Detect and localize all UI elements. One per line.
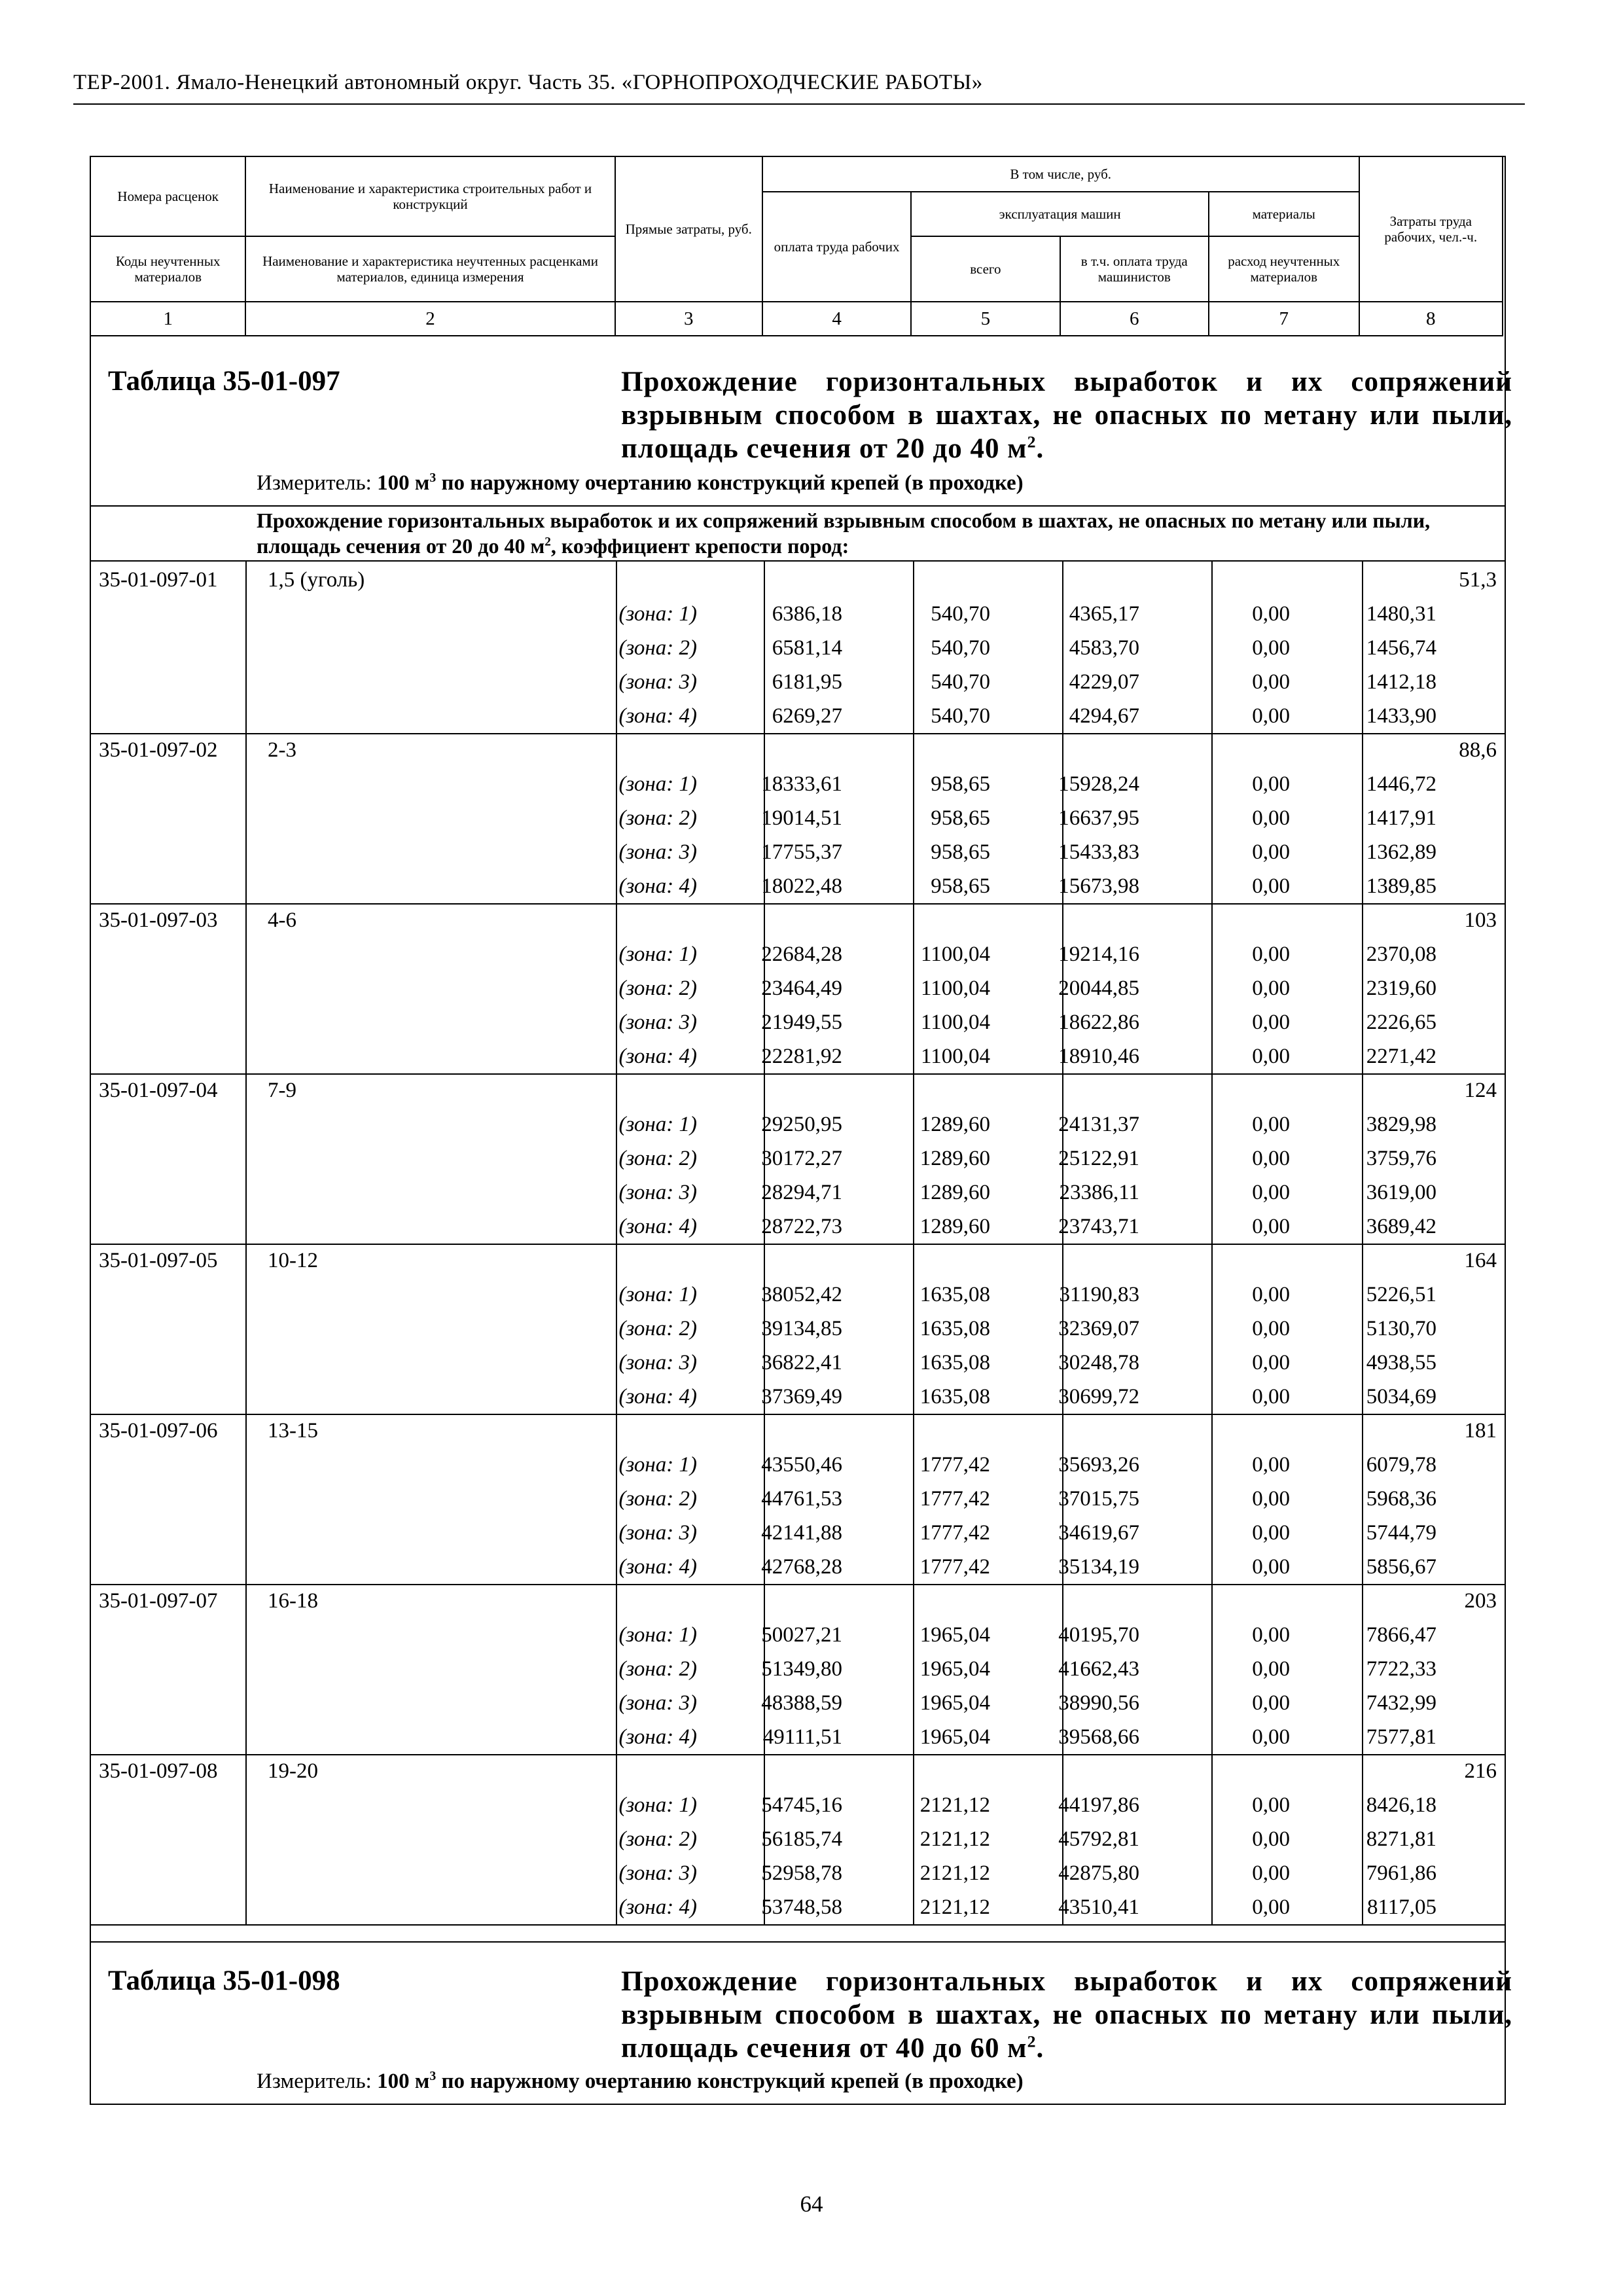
zone-label: (зона: 1) xyxy=(618,1283,697,1306)
machines-total: 43510,41 xyxy=(1058,1895,1139,1919)
direct-costs: 22281,92 xyxy=(761,1045,842,1068)
table-row xyxy=(91,767,1505,801)
machinists-pay: 0,00 xyxy=(1252,704,1290,728)
table-row xyxy=(91,1210,1505,1244)
direct-costs: 28722,73 xyxy=(761,1215,842,1238)
materials: 4938,55 xyxy=(1366,1351,1436,1374)
direct-costs: 49111,51 xyxy=(762,1725,842,1749)
machines-total: 16637,95 xyxy=(1058,806,1139,830)
labor-pay: 1777,42 xyxy=(919,1521,990,1545)
rock-hardness: 2-3 xyxy=(268,738,296,762)
materials: 1412,18 xyxy=(1366,670,1436,694)
col-unaccounted-materials: расход неучтенных материалов xyxy=(1209,236,1359,302)
direct-costs: 38052,42 xyxy=(761,1283,842,1306)
direct-costs: 50027,21 xyxy=(761,1623,842,1647)
labor-pay: 1965,04 xyxy=(919,1725,990,1749)
direct-costs: 22684,28 xyxy=(761,942,842,966)
labor-pay: 1289,60 xyxy=(919,1181,990,1204)
materials: 1446,72 xyxy=(1366,772,1436,796)
direct-costs: 56185,74 xyxy=(761,1827,842,1851)
col-num-7: 7 xyxy=(1209,302,1359,336)
direct-costs: 6181,95 xyxy=(772,670,842,694)
rate-group-header xyxy=(91,1414,1505,1448)
direct-costs: 51349,80 xyxy=(761,1657,842,1681)
machines-total: 42875,80 xyxy=(1058,1861,1139,1885)
zone-label: (зона: 3) xyxy=(618,840,697,864)
table-row xyxy=(91,1516,1505,1550)
labor-pay: 1635,08 xyxy=(919,1351,990,1374)
labor-cost: 88,6 xyxy=(1459,738,1497,762)
materials: 7432,99 xyxy=(1366,1691,1436,1715)
machinists-pay: 0,00 xyxy=(1252,1011,1290,1034)
machinists-pay: 0,00 xyxy=(1252,806,1290,830)
zone-label: (зона: 2) xyxy=(618,1487,697,1511)
labor-pay: 1100,04 xyxy=(920,942,990,966)
column-header-table xyxy=(90,156,1503,336)
page-number: 64 xyxy=(800,2191,823,2217)
machines-total: 30699,72 xyxy=(1058,1385,1139,1408)
materials: 5034,69 xyxy=(1366,1385,1436,1408)
rock-hardness: 19-20 xyxy=(268,1759,318,1783)
machinists-pay: 0,00 xyxy=(1252,1487,1290,1511)
labor-pay: 958,65 xyxy=(931,840,990,864)
group-divider xyxy=(91,1924,1505,1926)
labor-pay: 540,70 xyxy=(931,636,990,660)
direct-costs: 17755,37 xyxy=(761,840,842,864)
machines-total: 24131,37 xyxy=(1058,1113,1139,1136)
zone-label: (зона: 2) xyxy=(618,1827,697,1851)
machinists-pay: 0,00 xyxy=(1252,1385,1290,1408)
col-num-5: 5 xyxy=(911,302,1060,336)
zone-label: (зона: 2) xyxy=(618,977,697,1000)
labor-pay: 958,65 xyxy=(931,772,990,796)
materials: 3619,00 xyxy=(1366,1181,1436,1204)
zone-label: (зона: 3) xyxy=(618,1181,697,1204)
direct-costs: 6386,18 xyxy=(772,602,842,626)
zone-label: (зона: 1) xyxy=(618,1623,697,1647)
column-divider xyxy=(616,560,617,1924)
zone-label: (зона: 2) xyxy=(618,1657,697,1681)
rate-code: 35-01-097-02 xyxy=(99,738,218,762)
rock-hardness: 10-12 xyxy=(268,1249,318,1272)
col-machines-total: всего xyxy=(911,236,1060,302)
zone-label: (зона: 4) xyxy=(618,1895,697,1919)
direct-costs: 23464,49 xyxy=(761,977,842,1000)
materials: 2319,60 xyxy=(1366,977,1436,1000)
materials: 3829,98 xyxy=(1366,1113,1436,1136)
col-num-2: 2 xyxy=(245,302,615,336)
zone-label: (зона: 3) xyxy=(618,1861,697,1885)
zone-label: (зона: 4) xyxy=(618,1725,697,1749)
machinists-pay: 0,00 xyxy=(1252,1521,1290,1545)
machinists-pay: 0,00 xyxy=(1252,1181,1290,1204)
table-row xyxy=(91,1175,1505,1210)
labor-pay: 1635,08 xyxy=(919,1385,990,1408)
table-row xyxy=(91,801,1505,835)
materials: 8426,18 xyxy=(1366,1793,1436,1817)
table-2-title: Прохождение горизонтальных выработок и их сопряжений взрывным способом в шахтах, не опасных по метану или пыли, площадь сечения от 40 до 60 $м^2$. xyxy=(621,1966,1512,2064)
direct-costs: 53748,58 xyxy=(761,1895,842,1919)
table-row xyxy=(91,1448,1505,1482)
materials: 5856,67 xyxy=(1366,1555,1436,1579)
materials: 1389,85 xyxy=(1366,874,1436,898)
table-1-id: Таблица 35-01-097 xyxy=(108,366,340,397)
materials: 2226,65 xyxy=(1366,1011,1436,1034)
machines-total: 19214,16 xyxy=(1058,942,1139,966)
zone-label: (зона: 4) xyxy=(618,704,697,728)
machinists-pay: 0,00 xyxy=(1252,1113,1290,1136)
machinists-pay: 0,00 xyxy=(1252,1827,1290,1851)
machinists-pay: 0,00 xyxy=(1252,942,1290,966)
column-divider xyxy=(245,560,247,1924)
labor-pay: 1289,60 xyxy=(919,1113,990,1136)
machinists-pay: 0,00 xyxy=(1252,636,1290,660)
materials: 2271,42 xyxy=(1366,1045,1436,1068)
table-row xyxy=(91,1788,1505,1822)
divider xyxy=(91,1941,1505,1943)
machinists-pay: 0,00 xyxy=(1252,1351,1290,1374)
labor-pay: 1100,04 xyxy=(920,977,990,1000)
table-row xyxy=(91,937,1505,971)
direct-costs: 29250,95 xyxy=(761,1113,842,1136)
zone-label: (зона: 2) xyxy=(618,1317,697,1340)
machines-total: 4365,17 xyxy=(1069,602,1139,626)
machinists-pay: 0,00 xyxy=(1252,1555,1290,1579)
machines-total: 37015,75 xyxy=(1058,1487,1139,1511)
labor-cost: 203 xyxy=(1464,1589,1497,1613)
materials: 7577,81 xyxy=(1366,1725,1436,1749)
running-header: ТЕР-2001. Ямало-Ненецкий автономный округ. Часть 35. «ГОРНОПРОХОДЧЕСКИЕ РАБОТЫ» xyxy=(73,69,1525,105)
col-rate-numbers: Номера расценок xyxy=(90,156,245,236)
machinists-pay: 0,00 xyxy=(1252,1045,1290,1068)
zone-label: (зона: 1) xyxy=(618,1113,697,1136)
table-row xyxy=(91,1039,1505,1073)
materials: 7961,86 xyxy=(1366,1861,1436,1885)
labor-pay: 1289,60 xyxy=(919,1147,990,1170)
machines-total: 23386,11 xyxy=(1059,1181,1139,1204)
direct-costs: 54745,16 xyxy=(761,1793,842,1817)
materials: 1480,31 xyxy=(1366,602,1436,626)
machines-total: 4229,07 xyxy=(1069,670,1139,694)
direct-costs: 18333,61 xyxy=(761,772,842,796)
machines-total: 4583,70 xyxy=(1069,636,1139,660)
machines-total: 15433,83 xyxy=(1058,840,1139,864)
materials: 3689,42 xyxy=(1366,1215,1436,1238)
materials: 1456,74 xyxy=(1366,636,1436,660)
zone-label: (зона: 2) xyxy=(618,636,697,660)
zone-label: (зона: 3) xyxy=(618,670,697,694)
table-row xyxy=(91,597,1505,631)
col-including: В том числе, руб. xyxy=(762,156,1359,192)
machinists-pay: 0,00 xyxy=(1252,840,1290,864)
machinists-pay: 0,00 xyxy=(1252,1283,1290,1306)
table-row xyxy=(91,1550,1505,1584)
table-row xyxy=(91,631,1505,665)
table-row xyxy=(91,1890,1505,1924)
direct-costs: 37369,49 xyxy=(761,1385,842,1408)
table-row xyxy=(91,1652,1505,1686)
machinists-pay: 0,00 xyxy=(1252,1861,1290,1885)
direct-costs: 43550,46 xyxy=(761,1453,842,1477)
rate-group-header xyxy=(91,563,1505,597)
machines-total: 18622,86 xyxy=(1058,1011,1139,1034)
rate-group-header xyxy=(91,733,1505,767)
labor-cost: 103 xyxy=(1464,908,1497,932)
machinists-pay: 0,00 xyxy=(1252,1657,1290,1681)
zone-label: (зона: 3) xyxy=(618,1691,697,1715)
column-divider xyxy=(913,560,914,1924)
materials: 2370,08 xyxy=(1366,942,1436,966)
col-machines: эксплуатация машин xyxy=(911,192,1209,236)
machines-total: 4294,67 xyxy=(1069,704,1139,728)
direct-costs: 36822,41 xyxy=(761,1351,842,1374)
zone-label: (зона: 1) xyxy=(618,772,697,796)
rate-group-header xyxy=(91,1584,1505,1618)
col-material-names: Наименование и характеристика неучтенных расценками материалов, единица измерения xyxy=(245,236,615,302)
machines-total: 20044,85 xyxy=(1058,977,1139,1000)
materials: 7866,47 xyxy=(1366,1623,1436,1647)
labor-cost: 181 xyxy=(1464,1419,1497,1443)
column-divider xyxy=(1362,560,1363,1924)
machines-total: 15928,24 xyxy=(1058,772,1139,796)
labor-pay: 2121,12 xyxy=(919,1793,990,1817)
labor-pay: 540,70 xyxy=(931,670,990,694)
rock-hardness: 13-15 xyxy=(268,1419,318,1443)
machines-total: 30248,78 xyxy=(1058,1351,1139,1374)
labor-cost: 164 xyxy=(1464,1249,1497,1272)
table-1-measure: Измеритель: 100 $м^3$ по наружному очертанию конструкций крепей (в проходке) xyxy=(257,471,1024,495)
machines-total: 31190,83 xyxy=(1059,1283,1139,1306)
zone-label: (зона: 1) xyxy=(618,942,697,966)
labor-pay: 1777,42 xyxy=(919,1555,990,1579)
labor-pay: 1777,42 xyxy=(919,1453,990,1477)
rate-code: 35-01-097-08 xyxy=(99,1759,218,1783)
machines-total: 23743,71 xyxy=(1058,1215,1139,1238)
machines-total: 18910,46 xyxy=(1058,1045,1139,1068)
labor-pay: 2121,12 xyxy=(919,1827,990,1851)
zone-label: (зона: 4) xyxy=(618,874,697,898)
machines-total: 45792,81 xyxy=(1058,1827,1139,1851)
zone-label: (зона: 3) xyxy=(618,1351,697,1374)
machinists-pay: 0,00 xyxy=(1252,874,1290,898)
table-row xyxy=(91,1278,1505,1312)
col-labor-pay: оплата труда рабочих xyxy=(762,192,911,302)
machinists-pay: 0,00 xyxy=(1252,1793,1290,1817)
zone-label: (зона: 1) xyxy=(618,1793,697,1817)
rate-code: 35-01-097-04 xyxy=(99,1079,218,1102)
direct-costs: 6269,27 xyxy=(772,704,842,728)
direct-costs: 48388,59 xyxy=(761,1691,842,1715)
direct-costs: 42141,88 xyxy=(761,1521,842,1545)
machinists-pay: 0,00 xyxy=(1252,1895,1290,1919)
rate-code: 35-01-097-06 xyxy=(99,1419,218,1443)
rate-code: 35-01-097-07 xyxy=(99,1589,218,1613)
table-row xyxy=(91,1856,1505,1890)
materials: 8271,81 xyxy=(1366,1827,1436,1851)
col-machinists-pay: в т.ч. оплата труда машинистов xyxy=(1060,236,1209,302)
zone-label: (зона: 3) xyxy=(618,1011,697,1034)
materials: 3759,76 xyxy=(1366,1147,1436,1170)
table-row xyxy=(91,869,1505,903)
rock-hardness: 16-18 xyxy=(268,1589,318,1613)
direct-costs: 39134,85 xyxy=(761,1317,842,1340)
machines-total: 34619,67 xyxy=(1058,1521,1139,1545)
zone-label: (зона: 2) xyxy=(618,806,697,830)
labor-pay: 1965,04 xyxy=(919,1691,990,1715)
column-divider xyxy=(1062,560,1063,1924)
labor-pay: 1635,08 xyxy=(919,1317,990,1340)
divider xyxy=(91,505,1505,507)
col-material-codes: Коды неучтенных материалов xyxy=(90,236,245,302)
divider xyxy=(91,560,1505,562)
machinists-pay: 0,00 xyxy=(1252,1725,1290,1749)
labor-cost: 216 xyxy=(1464,1759,1497,1783)
labor-pay: 1289,60 xyxy=(919,1215,990,1238)
col-num-4: 4 xyxy=(762,302,911,336)
machines-total: 15673,98 xyxy=(1058,874,1139,898)
direct-costs: 19014,51 xyxy=(761,806,842,830)
zone-label: (зона: 2) xyxy=(618,1147,697,1170)
zone-label: (зона: 3) xyxy=(618,1521,697,1545)
zone-label: (зона: 1) xyxy=(618,1453,697,1477)
table-row xyxy=(91,1720,1505,1754)
table-row xyxy=(91,971,1505,1005)
materials: 8117,05 xyxy=(1366,1895,1436,1919)
direct-costs: 44761,53 xyxy=(761,1487,842,1511)
labor-pay: 958,65 xyxy=(931,806,990,830)
zone-label: (зона: 4) xyxy=(618,1555,697,1579)
labor-pay: 958,65 xyxy=(931,874,990,898)
col-labor-costs: Затраты труда рабочих, чел.-ч. xyxy=(1359,156,1503,302)
rate-group-header xyxy=(91,903,1505,937)
machines-total: 44197,86 xyxy=(1058,1793,1139,1817)
machines-total: 32369,07 xyxy=(1058,1317,1139,1340)
direct-costs: 6581,14 xyxy=(772,636,842,660)
materials: 1417,91 xyxy=(1366,806,1436,830)
materials: 1362,89 xyxy=(1366,840,1436,864)
col-num-6: 6 xyxy=(1060,302,1209,336)
machinists-pay: 0,00 xyxy=(1252,1691,1290,1715)
materials: 7722,33 xyxy=(1366,1657,1436,1681)
labor-pay: 1965,04 xyxy=(919,1623,990,1647)
table-row xyxy=(91,1380,1505,1414)
rock-hardness: 7-9 xyxy=(268,1079,296,1102)
table-1-title: Прохождение горизонтальных выработок и их сопряжений взрывным способом в шахтах, не опасных по метану или пыли, площадь сечения от 20 до 40 $м^2$. xyxy=(621,367,1512,464)
col-direct-costs: Прямые затраты, руб. xyxy=(615,156,762,302)
rate-group-header xyxy=(91,1073,1505,1107)
materials: 1433,90 xyxy=(1366,704,1436,728)
table-row xyxy=(91,1107,1505,1141)
table-row xyxy=(91,1618,1505,1652)
machines-total: 38990,56 xyxy=(1058,1691,1139,1715)
rates-table xyxy=(90,156,1512,2105)
machinists-pay: 0,00 xyxy=(1252,1215,1290,1238)
table-2-measure: Измеритель: 100 $м^3$ по наружному очертанию конструкций крепей (в проходке) xyxy=(257,2069,1024,2093)
machines-total: 35693,26 xyxy=(1058,1453,1139,1477)
table-row xyxy=(91,835,1505,869)
col-work-name: Наименование и характеристика строительных работ и конструкций xyxy=(245,156,615,236)
labor-pay: 540,70 xyxy=(931,704,990,728)
table-row xyxy=(91,1482,1505,1516)
machines-total: 39568,66 xyxy=(1058,1725,1139,1749)
rate-code: 35-01-097-05 xyxy=(99,1249,218,1272)
zone-label: (зона: 4) xyxy=(618,1215,697,1238)
labor-pay: 2121,12 xyxy=(919,1861,990,1885)
rate-code: 35-01-097-01 xyxy=(99,568,218,592)
machines-total: 35134,19 xyxy=(1058,1555,1139,1579)
machines-total: 41662,43 xyxy=(1058,1657,1139,1681)
machinists-pay: 0,00 xyxy=(1252,1453,1290,1477)
table-row xyxy=(91,1686,1505,1720)
zone-label: (зона: 4) xyxy=(618,1385,697,1408)
machinists-pay: 0,00 xyxy=(1252,1317,1290,1340)
labor-pay: 1100,04 xyxy=(920,1045,990,1068)
machinists-pay: 0,00 xyxy=(1252,602,1290,626)
materials: 6079,78 xyxy=(1366,1453,1436,1477)
labor-pay: 1635,08 xyxy=(919,1283,990,1306)
labor-cost: 51,3 xyxy=(1459,568,1497,592)
labor-pay: 1777,42 xyxy=(919,1487,990,1511)
col-num-3: 3 xyxy=(615,302,762,336)
rock-hardness: 1,5 (уголь) xyxy=(268,568,365,592)
machines-total: 25122,91 xyxy=(1058,1147,1139,1170)
direct-costs: 52958,78 xyxy=(761,1861,842,1885)
column-divider xyxy=(764,560,765,1924)
machinists-pay: 0,00 xyxy=(1252,670,1290,694)
table-2-id: Таблица 35-01-098 xyxy=(108,1965,340,1996)
table-row xyxy=(91,1346,1505,1380)
col-num-1: 1 xyxy=(90,302,245,336)
materials: 5968,36 xyxy=(1366,1487,1436,1511)
direct-costs: 42768,28 xyxy=(761,1555,842,1579)
labor-pay: 540,70 xyxy=(931,602,990,626)
direct-costs: 28294,71 xyxy=(761,1181,842,1204)
machinists-pay: 0,00 xyxy=(1252,772,1290,796)
labor-pay: 2121,12 xyxy=(919,1895,990,1919)
col-materials: материалы xyxy=(1209,192,1359,236)
materials: 5744,79 xyxy=(1366,1521,1436,1545)
materials: 5226,51 xyxy=(1366,1283,1436,1306)
table-row xyxy=(91,699,1505,733)
labor-pay: 1100,04 xyxy=(920,1011,990,1034)
column-divider xyxy=(1211,560,1213,1924)
rate-group-header xyxy=(91,1754,1505,1788)
table-row xyxy=(91,665,1505,699)
labor-pay: 1965,04 xyxy=(919,1657,990,1681)
rate-code: 35-01-097-03 xyxy=(99,908,218,932)
labor-cost: 124 xyxy=(1464,1079,1497,1102)
direct-costs: 18022,48 xyxy=(761,874,842,898)
zone-label: (зона: 4) xyxy=(618,1045,697,1068)
machines-total: 40195,70 xyxy=(1058,1623,1139,1647)
zone-label: (зона: 1) xyxy=(618,602,697,626)
machinists-pay: 0,00 xyxy=(1252,1623,1290,1647)
table-row xyxy=(91,1005,1505,1039)
table-row xyxy=(91,1141,1505,1175)
rate-group-header xyxy=(91,1244,1505,1278)
direct-costs: 21949,55 xyxy=(761,1011,842,1034)
machinists-pay: 0,00 xyxy=(1252,977,1290,1000)
col-num-8: 8 xyxy=(1359,302,1503,336)
direct-costs: 30172,27 xyxy=(761,1147,842,1170)
table-row xyxy=(91,1822,1505,1856)
machinists-pay: 0,00 xyxy=(1252,1147,1290,1170)
section-heading: Прохождение горизонтальных выработок и их сопряжений взрывным способом в шахтах, не опасных по метану или пыли, площадь сечения от 20 до 40 $м^2$, коэффициент крепости пород: xyxy=(257,509,1431,558)
materials: 5130,70 xyxy=(1366,1317,1436,1340)
rock-hardness: 4-6 xyxy=(268,908,296,932)
table-row xyxy=(91,1312,1505,1346)
